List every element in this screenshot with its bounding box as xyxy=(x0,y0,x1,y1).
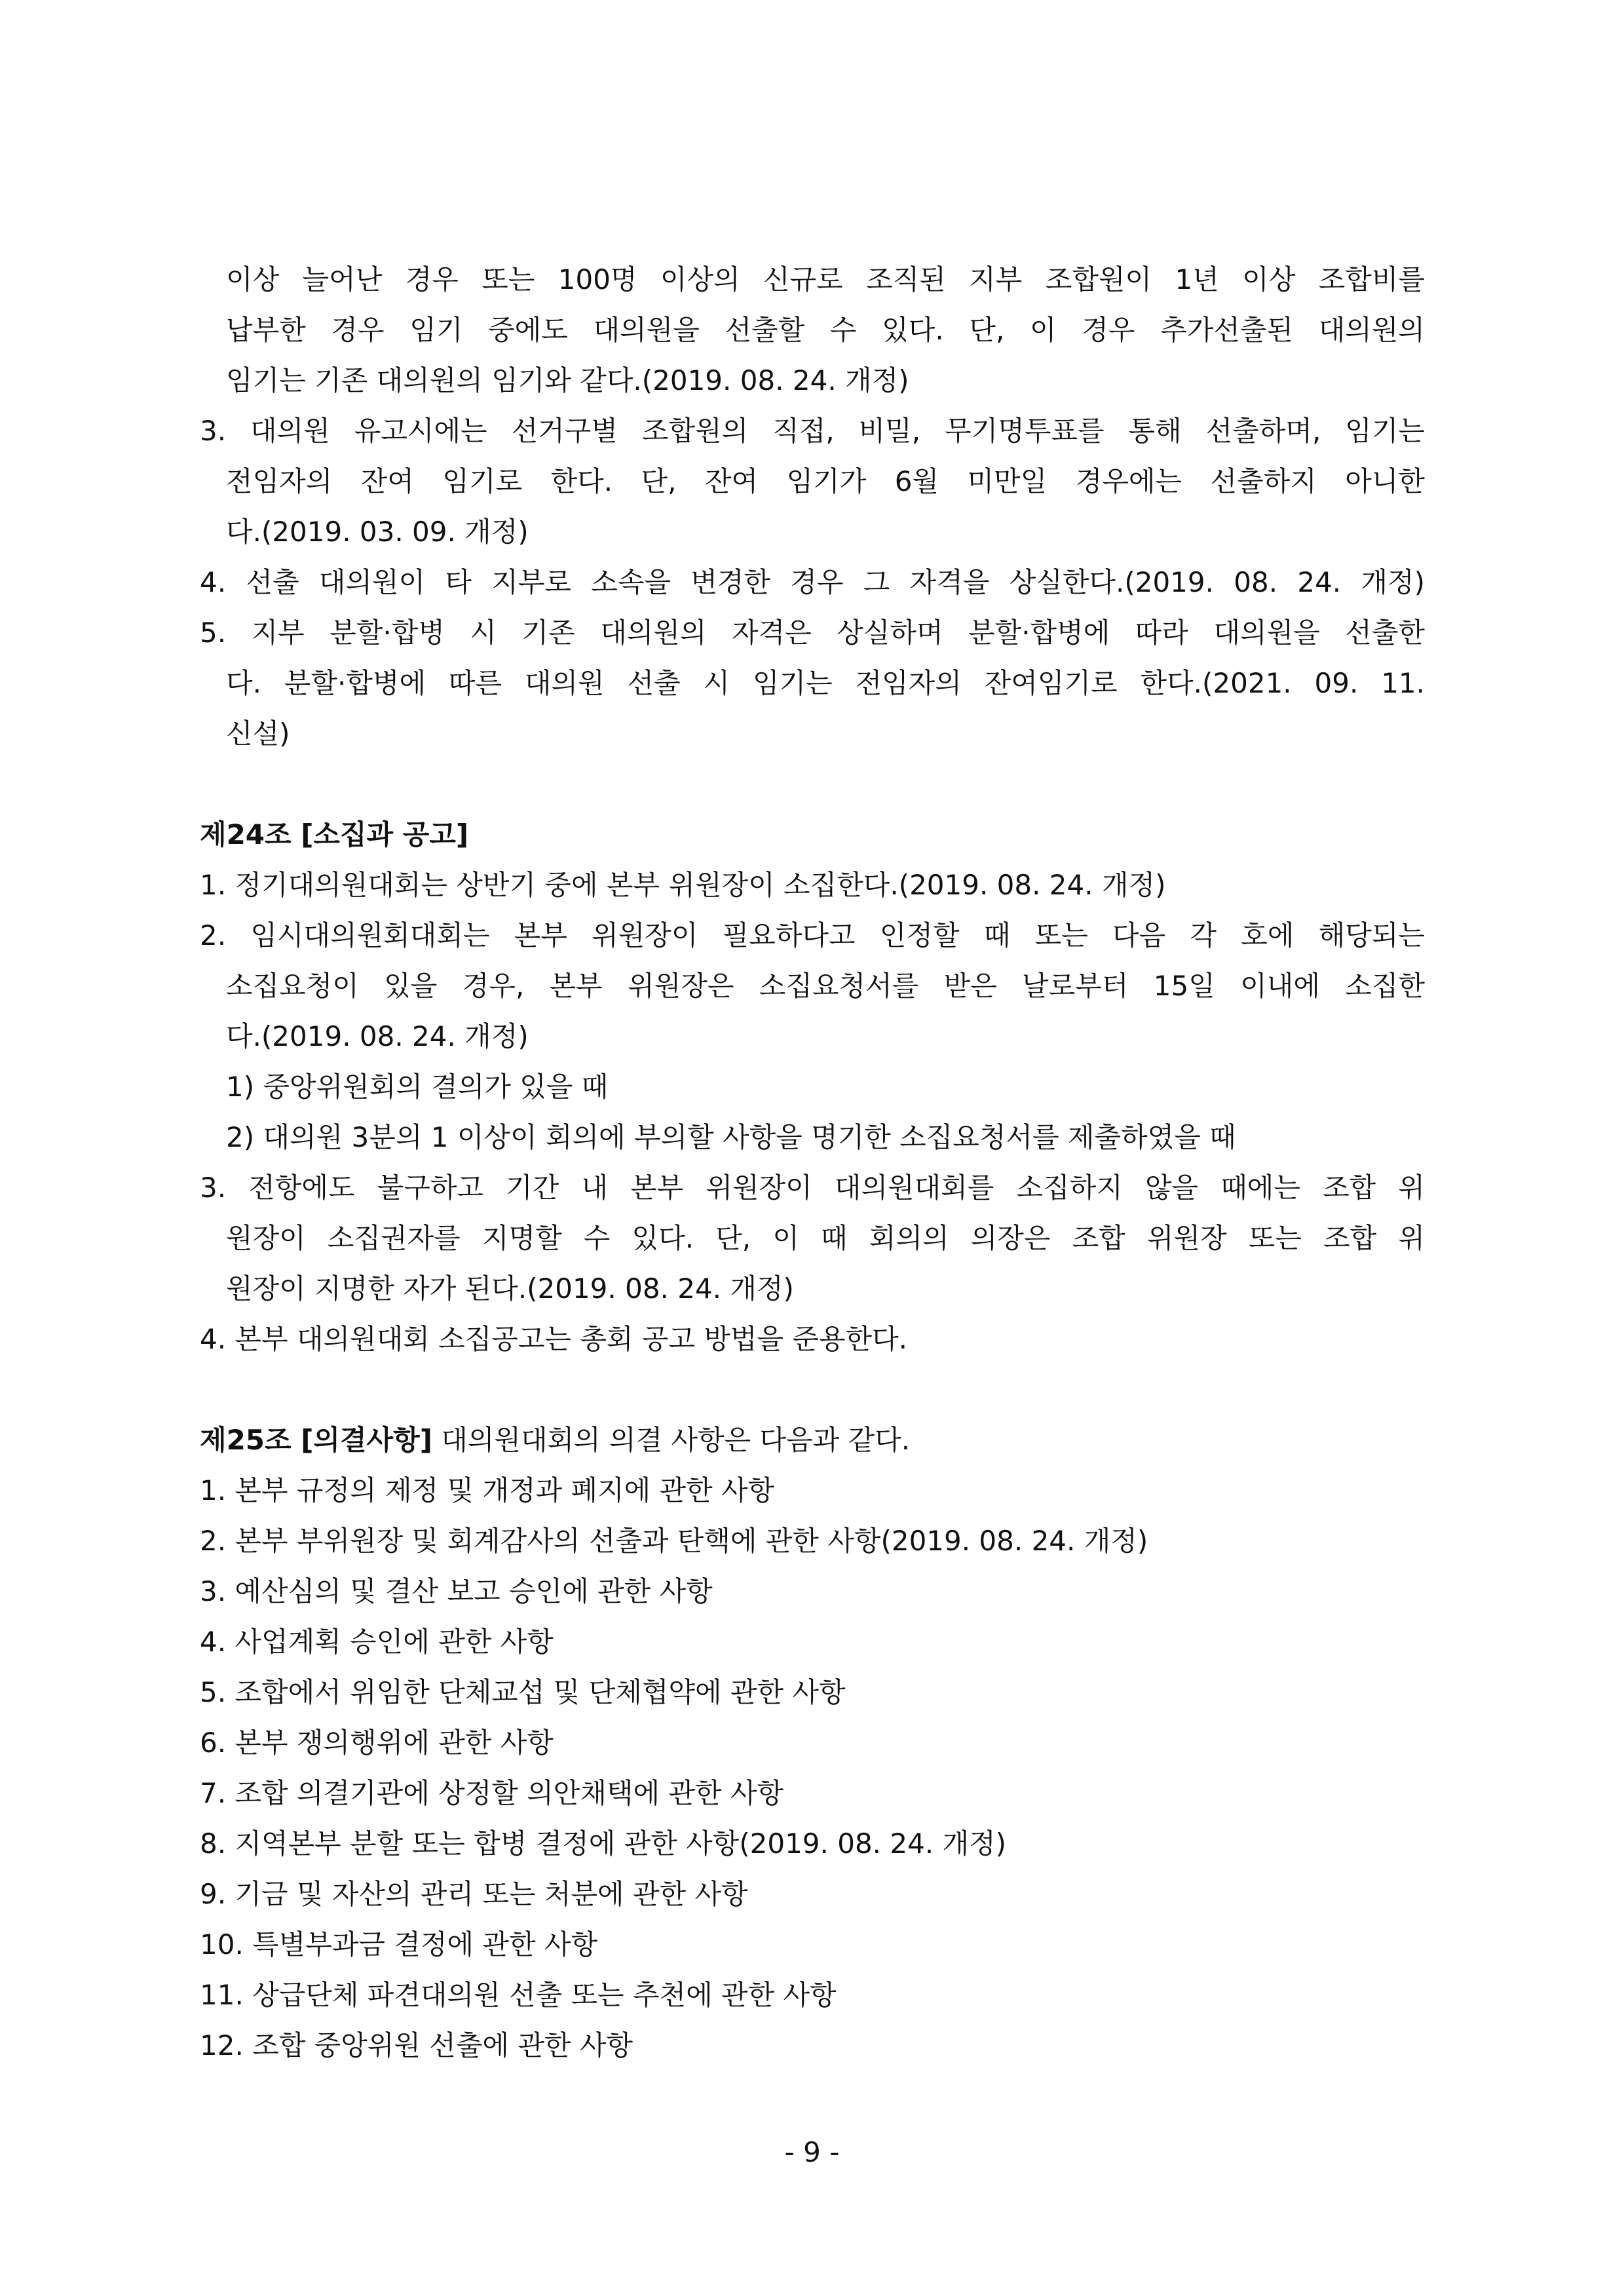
list-item: 3. 대의원 유고시에는 선거구별 조합원의 직접, 비밀, 무기명투표를 통해 선출하며, 임기는 xyxy=(200,415,1425,447)
list-item: 10. 특별부과금 결정에 관한 사항 xyxy=(200,1928,598,1961)
list-item: 1. 본부 규정의 제정 및 개정과 폐지에 관한 사항 xyxy=(200,1474,775,1506)
spacer xyxy=(200,1364,1425,1415)
list-item-continuation: 원장이 지명한 자가 된다.(2019. 08. 24. 개정) xyxy=(226,1272,794,1305)
paragraph-line: 임기는 기존 대의원의 임기와 같다.(2019. 08. 24. 개정) xyxy=(226,364,909,396)
list-item: 4. 선출 대의원이 타 지부로 소속을 변경한 경우 그 자격을 상실한다.(2019. 08. 24. 개정) xyxy=(200,566,1425,598)
list-item: 4. 본부 대의원대회 소집공고는 총회 공고 방법을 준용한다. xyxy=(200,1323,908,1355)
list-item-continuation: 전임자의 잔여 임기로 한다. 단, 잔여 임기가 6월 미만일 경우에는 선출하지 아니한 xyxy=(226,465,1425,497)
list-item: 7. 조합 의결기관에 상정할 의안채택에 관한 사항 xyxy=(200,1777,784,1809)
spacer xyxy=(200,759,1425,809)
list-item: 1. 정기대의원대회는 상반기 중에 본부 위원장이 소집한다.(2019. 08. 24. 개정) xyxy=(200,869,1166,901)
article-heading-line-25 xyxy=(200,1415,1425,1465)
sub-list-item: 2) 대의원 3분의 1 이상이 회의에 부의할 사항을 명기한 소집요청서를 제출하였을 때 xyxy=(226,1121,1236,1153)
list-item: 8. 지역본부 분할 또는 합병 결정에 관한 사항(2019. 08. 24. 개정) xyxy=(200,1827,1007,1860)
article-heading-25: 제25조 [의결사항] xyxy=(200,1424,432,1456)
list-item: 11. 상급단체 파견대의원 선출 또는 추천에 관한 사항 xyxy=(200,1979,837,2011)
list-item: 12. 조합 중앙위원 선출에 관한 사항 xyxy=(200,2029,633,2061)
list-item: 2. 임시대의원회대회는 본부 위원장이 필요하다고 인정할 때 또는 다음 각 호에 해당되는 xyxy=(200,919,1425,951)
list-item-continuation: 다.(2019. 03. 09. 개정) xyxy=(226,516,529,548)
list-item: 6. 본부 쟁의행위에 관한 사항 xyxy=(200,1727,554,1759)
list-item: 5. 지부 분할·합병 시 기존 대의원의 자격은 상실하며 분할·합병에 따라 대의원을 선출한 xyxy=(200,617,1425,649)
list-item: 3. 예산심의 및 결산 보고 승인에 관한 사항 xyxy=(200,1575,713,1607)
page-content xyxy=(200,254,1425,2071)
list-item-continuation: 소집요청이 있을 경우, 본부 위원장은 소집요청서를 받은 날로부터 15일 이내에 소집한 xyxy=(226,970,1425,1002)
paragraph-line: 납부한 경우 임기 중에도 대의원을 선출할 수 있다. 단, 이 경우 추가선출된 대의원의 xyxy=(226,314,1425,346)
list-item: 9. 기금 및 자산의 관리 또는 처분에 관한 사항 xyxy=(200,1878,748,1910)
list-item-continuation: 원장이 소집권자를 지명할 수 있다. 단, 이 때 회의의 의장은 조합 위원장 또는 조합 위 xyxy=(226,1222,1425,1254)
list-item: 2. 본부 부위원장 및 회계감사의 선출과 탄핵에 관한 사항(2019. 08. 24. 개정) xyxy=(200,1525,1148,1557)
list-item: 4. 사업계획 승인에 관한 사항 xyxy=(200,1626,554,1658)
list-item: 3. 전항에도 불구하고 기간 내 본부 위원장이 대의원대회를 소집하지 않을 때에는 조합 위 xyxy=(200,1172,1425,1204)
list-item: 5. 조합에서 위임한 단체교섭 및 단체협약에 관한 사항 xyxy=(200,1676,846,1708)
article-lead: 대의원대회의 의결 사항은 다음과 같다. xyxy=(432,1424,911,1456)
article-heading-24: 제24조 [소집과 공고] xyxy=(200,818,469,851)
list-item-continuation: 다. 분할·합병에 따른 대의원 선출 시 임기는 전임자의 잔여임기로 한다.(2021. 09. 11. xyxy=(226,667,1425,699)
list-item-continuation: 신설) xyxy=(226,718,290,750)
paragraph-line: 이상 늘어난 경우 또는 100명 이상의 신규로 조직된 지부 조합원이 1년 이상 조합비를 xyxy=(226,263,1425,296)
page-number: - 9 - xyxy=(784,2136,840,2168)
sub-list-item: 1) 중앙위원회의 결의가 있을 때 xyxy=(226,1071,609,1103)
list-item-continuation: 다.(2019. 08. 24. 개정) xyxy=(226,1020,529,1052)
